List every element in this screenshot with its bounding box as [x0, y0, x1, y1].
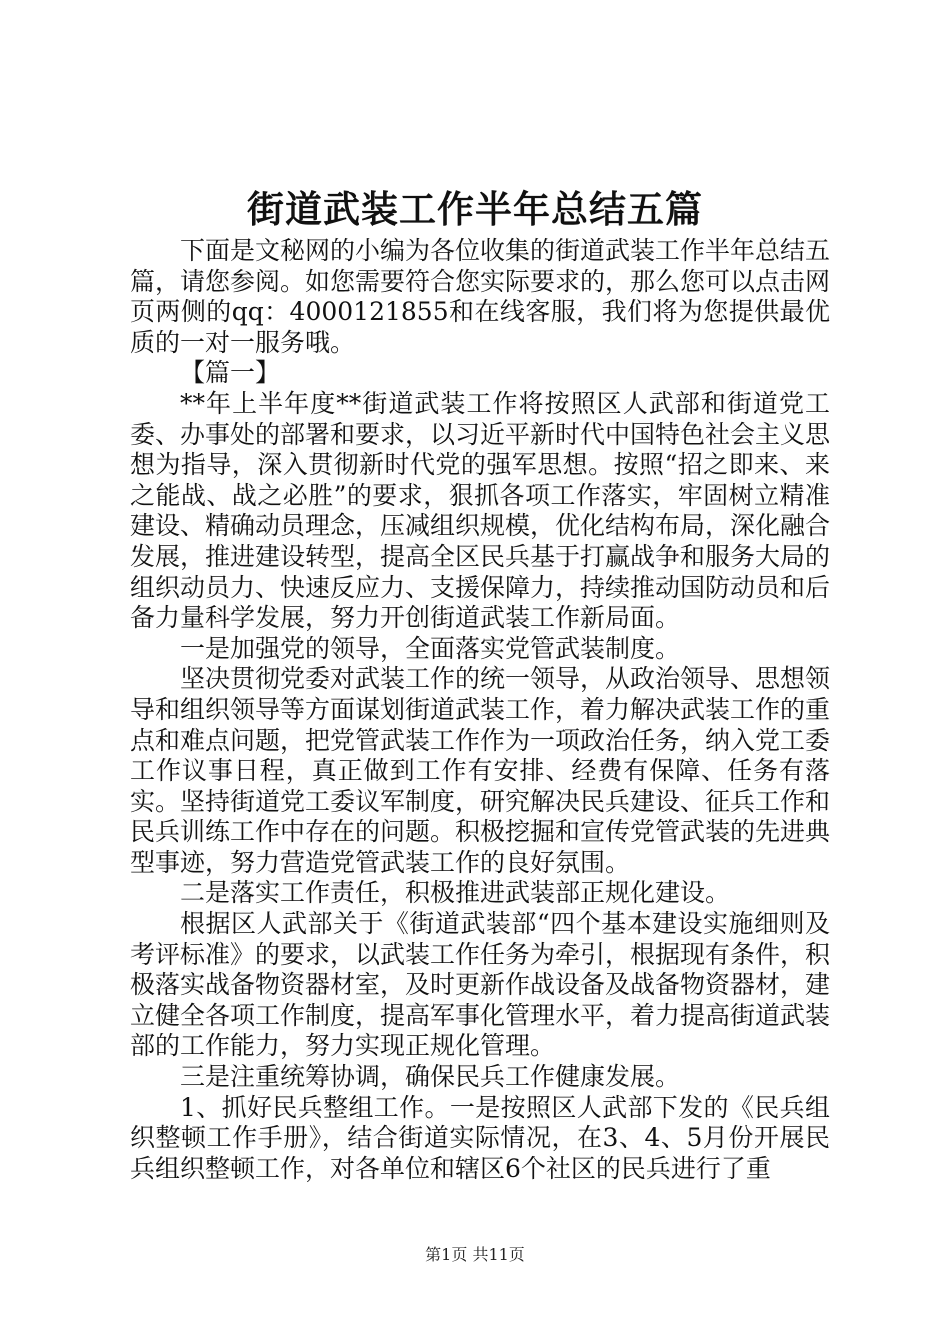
page-title: 街道武装工作半年总结五篇	[247, 187, 703, 231]
subheading: 三是注重统筹协调，确保民兵工作健康发展。	[180, 1062, 681, 1092]
document-body	[130, 236, 830, 1184]
body-paragraph: 1、抓好民兵整组工作。一是按照区人武部下发的《民兵组织整顿工作手册》，结合街道实际情况，在3、4、5月份开展民兵组织整顿工作，对各单位和辖区6个社区的民兵进行了重	[130, 1092, 830, 1183]
intro-paragraph: 下面是文秘网的小编为各位收集的街道武装工作半年总结五篇，请您参阅。如您需要符合您实际要求的，那么您可以点击网页两侧的qq：4000121855和在线客服，我们将为您提供最优质的一对一服务哦。	[130, 236, 831, 357]
subheading: 二是落实工作责任，积极推进武装部正规化建设。	[180, 878, 731, 908]
section-heading: 【篇一】	[180, 358, 281, 388]
subheading: 一是加强党的领导，全面落实党管武装制度。	[180, 633, 681, 663]
body-paragraph: 根据区人武部关于《街道武装部“四个基本建设实施细则及考评标准》的要求，以武装工作任务为牵引，根据现有条件，积极落实战备物资器材室，及时更新作战设备及战备物资器材，建立健全各项工作制度，提高军事化管理水平，着力提高街道武装部的工作能力，努力实现正规化管理。	[130, 909, 831, 1061]
page-number-footer: 第1页 共11页	[425, 1245, 525, 1264]
body-paragraph: **年上半年度**街道武装工作将按照区人武部和街道党工委、办事处的部署和要求，以习近平新时代中国特色社会主义思想为指导，深入贯彻新时代党的强军思想。按照“招之即来、来之能战、战之必胜”的要求，狠抓各项工作落实，牢固树立精准建设、精确动员理念，压减组织规模，优化结构布局，深化融合发展，推进建设转型，提高全区民兵基于打赢战争和服务大局的组织动员力、快速反应力、支援保障力，持续推动国防动员和后备力量科学发展，努力开创街道武装工作新局面。	[130, 388, 831, 633]
body-paragraph: 坚决贯彻党委对武装工作的统一领导，从政治领导、思想领导和组织领导等方面谋划街道武装工作，着力解决武装工作的重点和难点问题，把党管武装工作作为一项政治任务，纳入党工委工作议事日程，真正做到工作有安排、经费有保障、任务有落实。坚持街道党工委议军制度，研究解决民兵建设、征兵工作和民兵训练工作中存在的问题。积极挖掘和宣传党管武装的先进典型事迹，努力营造党管武装工作的良好氛围。	[130, 664, 831, 877]
